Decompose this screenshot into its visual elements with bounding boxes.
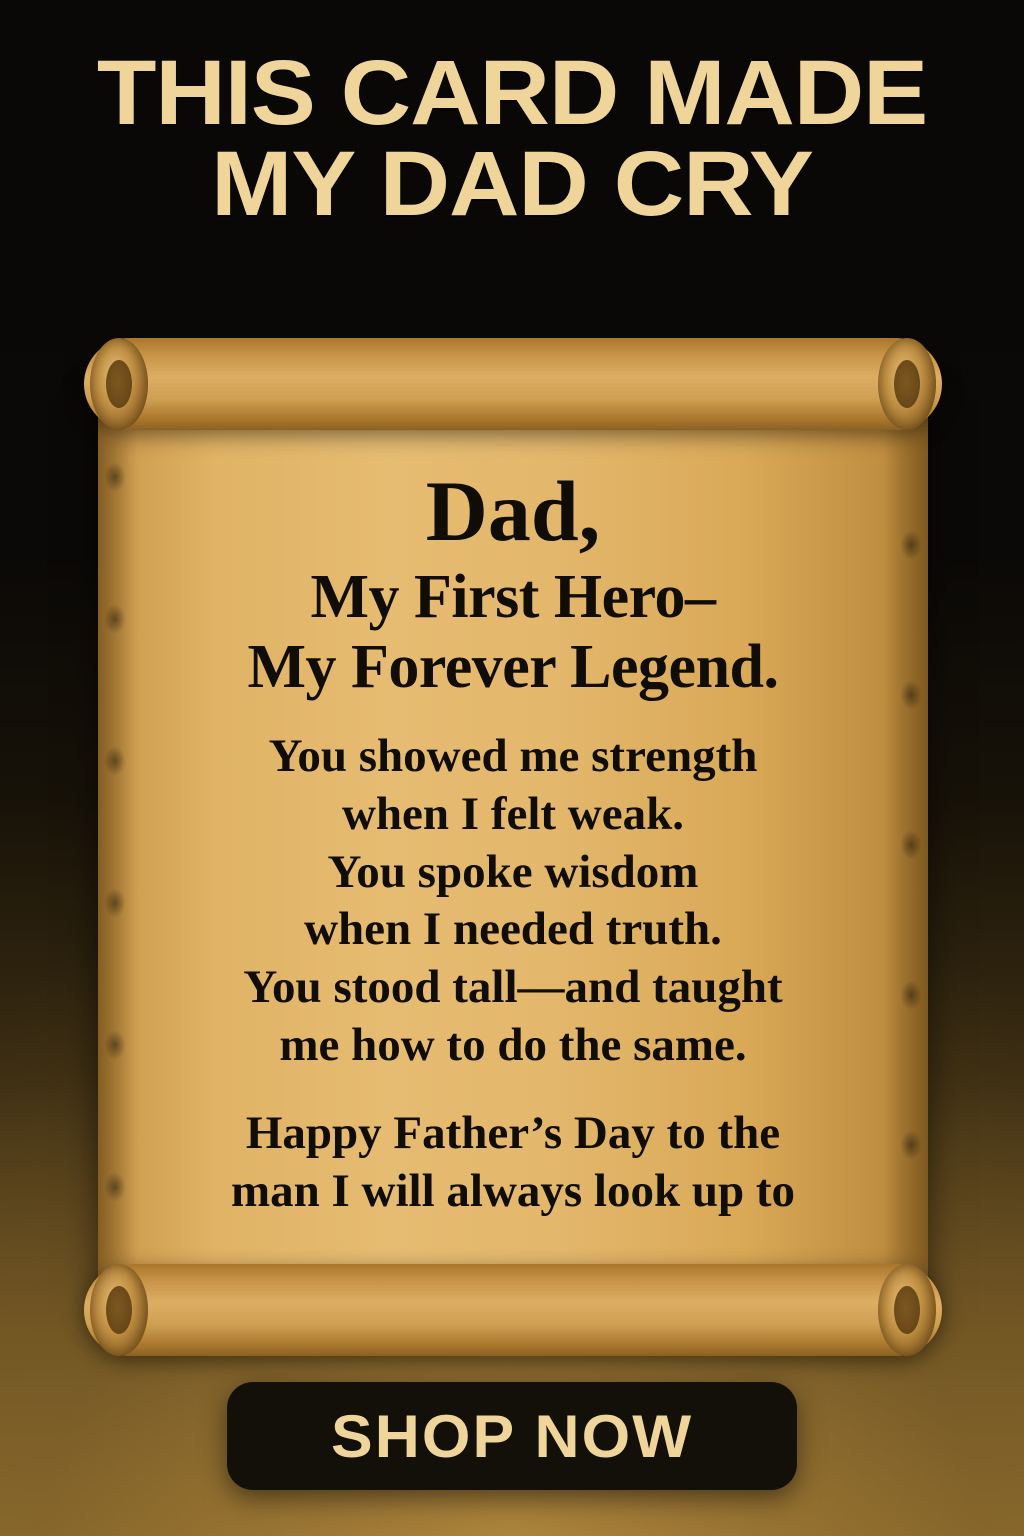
scroll-top-roll	[84, 338, 942, 430]
headline-line-2: MY DAD CRY	[211, 133, 813, 236]
scroll-roll-cap-icon	[878, 1264, 936, 1356]
page-title	[0, 42, 1024, 236]
parchment-left-shade	[98, 390, 138, 1302]
body-line: You spoke wisdom	[327, 845, 699, 898]
parchment-notch-icon	[900, 980, 922, 1010]
message-closing	[138, 1105, 888, 1221]
headline-line-1: THIS CARD MADE	[96, 42, 928, 144]
parchment-notch-icon	[104, 1172, 126, 1202]
scroll-illustration	[84, 338, 942, 1356]
scroll-roll-cap-icon	[878, 338, 936, 430]
subtitle-line-1: My First Hero–	[310, 563, 716, 631]
parchment-notch-icon	[900, 1130, 922, 1160]
parchment-notch-icon	[104, 888, 126, 918]
parchment-notch-icon	[900, 530, 922, 560]
body-line: me how to do the same.	[279, 1019, 747, 1072]
body-line: You stood tall—and taught	[243, 961, 783, 1014]
scroll-bottom-roll	[84, 1264, 942, 1356]
parchment-notch-icon	[900, 830, 922, 860]
parchment-notch-icon	[900, 680, 922, 710]
scroll-roll-cap-icon	[90, 1264, 148, 1356]
subtitle-line-2: My Forever Legend.	[247, 633, 779, 702]
shop-now-label: SHOP NOW	[330, 1402, 694, 1470]
scroll-roll-cap-icon	[90, 338, 148, 430]
salutation: Dad,	[425, 463, 601, 559]
closing-line: Happy Father’s Day to the	[245, 1106, 781, 1159]
scroll-message	[138, 463, 888, 1220]
parchment-notch-icon	[104, 604, 126, 634]
message-body	[138, 728, 888, 1075]
parchment-notch-icon	[104, 1030, 126, 1060]
body-line: You showed me strength	[268, 730, 758, 783]
parchment-notch-icon	[104, 462, 126, 492]
body-line: when I felt weak.	[341, 787, 685, 840]
parchment-notch-icon	[104, 746, 126, 776]
closing-line: man I will always look up to	[230, 1164, 796, 1217]
scroll-parchment	[98, 390, 928, 1302]
body-line: when I needed truth.	[304, 903, 722, 956]
shop-now-button[interactable]	[227, 1382, 797, 1490]
